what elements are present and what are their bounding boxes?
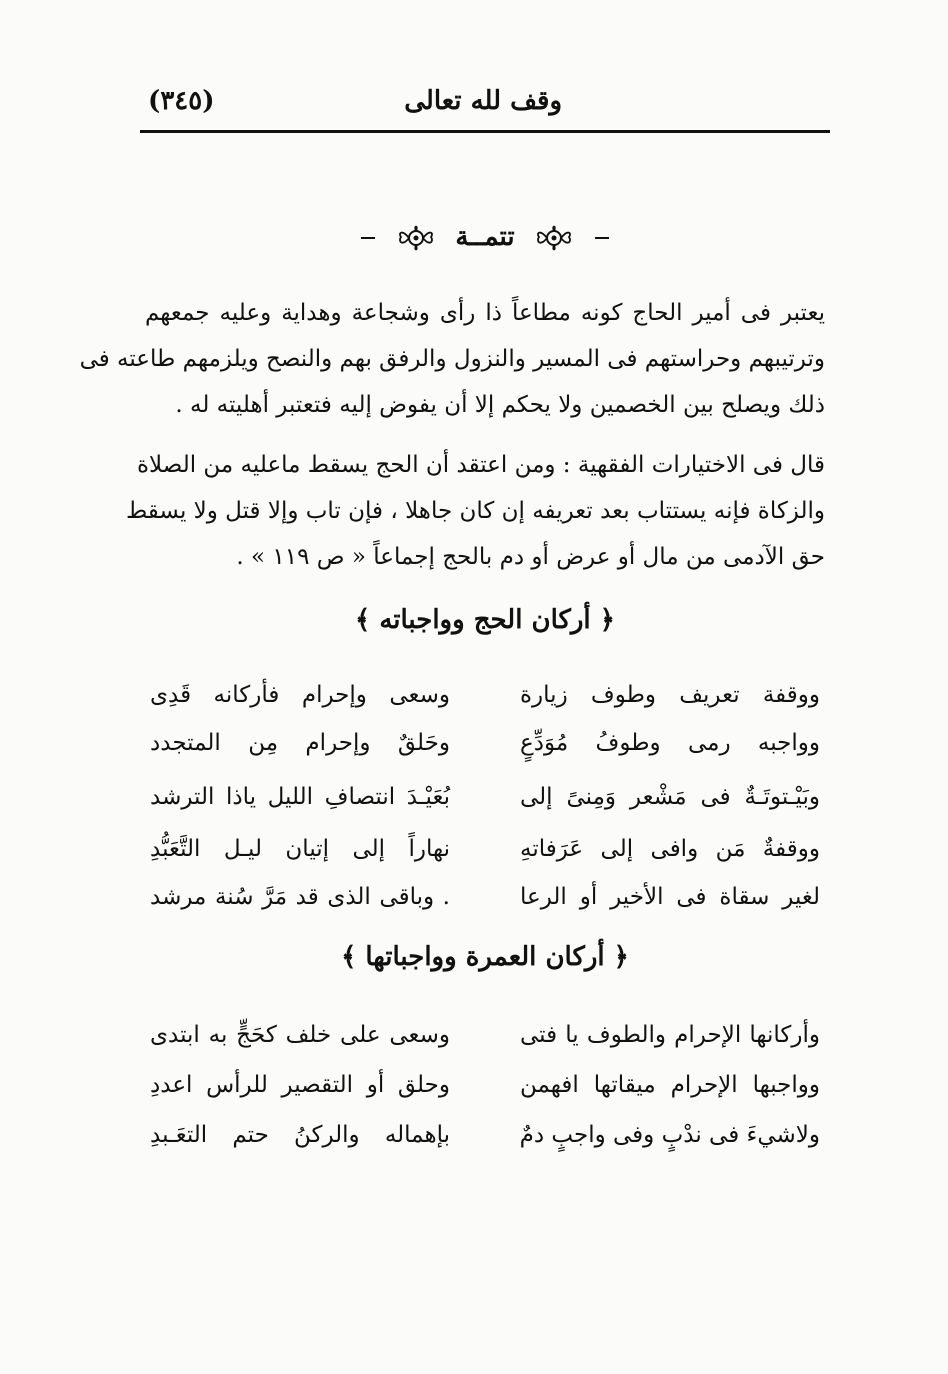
verse-second-hemistich: وحلق أو التقصير للرأس اعددِ <box>150 1072 450 1098</box>
page-header <box>140 78 830 138</box>
verse-second-hemistich: نهاراً إلى إتيان ليـل التَّعَبُّدِ <box>150 836 450 862</box>
verse-second-hemistich: وحَلقٌ وإحرام مِن المتجدد <box>150 730 450 756</box>
verse-first-hemistich: وواجبها الإحرام ميقاتها افهمن <box>520 1072 820 1098</box>
verse-first-hemistich: ووقفةٌ مَن وافى إلى عَرَفاتهِ <box>520 836 820 862</box>
poem-verse <box>150 870 820 924</box>
poem-verse <box>150 1008 820 1062</box>
verse-second-hemistich: وسعى على خلف كحَجٍّ به ابتدى <box>150 1022 450 1048</box>
poem-verse <box>150 770 820 824</box>
text-line: وترتيبهم وحراستهم فى المسير والنزول والرفق بهم والنصح ويلزمهم طاعته فى <box>79 346 825 372</box>
verse-first-hemistich: وبَيْـتوتَـةٌ فى مَشْعر وَمِنىً إلى <box>520 784 820 810</box>
page-number: (٣٤٥) <box>148 86 215 116</box>
section-heading-tatimma <box>140 222 830 253</box>
verse-second-hemistich: بُعَيْـدَ انتصافِ الليل ياذا الترشد <box>150 784 450 810</box>
poem-verse <box>150 1058 820 1112</box>
floral-ornament-icon <box>532 223 576 253</box>
verse-second-hemistich: وسعى وإحرام فأركانه قَدِى <box>150 682 450 708</box>
poem-verse <box>150 822 820 876</box>
floral-ornament-icon <box>394 223 438 253</box>
ornament-dash-right <box>595 237 609 239</box>
text-line: يعتبر فى أمير الحاج كونه مطاعاً ذا رأى وشجاعة وهداية وعليه جمعهم <box>145 300 825 326</box>
verse-first-hemistich: ووقفة تعريف وطوف زيارة <box>520 682 820 708</box>
poem-verse <box>150 1108 820 1162</box>
paragraph-amir-al-hajj <box>79 290 825 428</box>
verse-second-hemistich: . وباقى الذى قد مَرَّ سُنة مرشد <box>150 884 450 910</box>
text-line: حق الآدمى من مال أو عرض أو دم بالحج إجماعاً « ص ١١٩ » . <box>236 544 825 570</box>
text-line: والزكاة فإنه يستتاب بعد تعريفه إن كان جاهلا ، فإن تاب وإلا قتل ولا يسقط <box>125 498 825 524</box>
section-title: تتمــة <box>455 222 515 252</box>
poem-verse <box>150 668 820 722</box>
verse-first-hemistich: وواجبه رمى وطوفُ مُوَدِّعٍ <box>520 730 820 756</box>
verse-first-hemistich: لغير سقاة فى الأخير أو الرعا <box>520 884 820 910</box>
verse-first-hemistich: ولاشيءَ فى ندْبٍ وفى واجبٍ دمٌ <box>519 1122 820 1148</box>
text-line: قال فى الاختيارات الفقهية : ومن اعتقد أن الحج يسقط ماعليه من الصلاة <box>136 452 825 478</box>
running-title: وقف لله تعالى <box>404 86 562 116</box>
verse-first-hemistich: وأركانها الإحرام والطوف يا فتى <box>520 1022 820 1048</box>
ornament-dash-left <box>361 237 375 239</box>
verse-second-hemistich: بإهماله والركنُ حتم التعَـبدِ <box>150 1122 450 1148</box>
header-rule <box>140 130 830 133</box>
heading-hajj-pillars: ﴿ أركان الحج وواجباته ﴾ <box>355 605 615 635</box>
text-line: ذلك ويصلح بين الخصمين ولا يحكم إلا أن يفوض إليه فتعتبر أهليته له . <box>175 392 825 418</box>
paragraph-ikhtiyarat-quote <box>125 442 825 580</box>
heading-umra-pillars: ﴿ أركان العمرة وواجباتها ﴾ <box>341 942 629 972</box>
poem-verse <box>150 716 820 770</box>
